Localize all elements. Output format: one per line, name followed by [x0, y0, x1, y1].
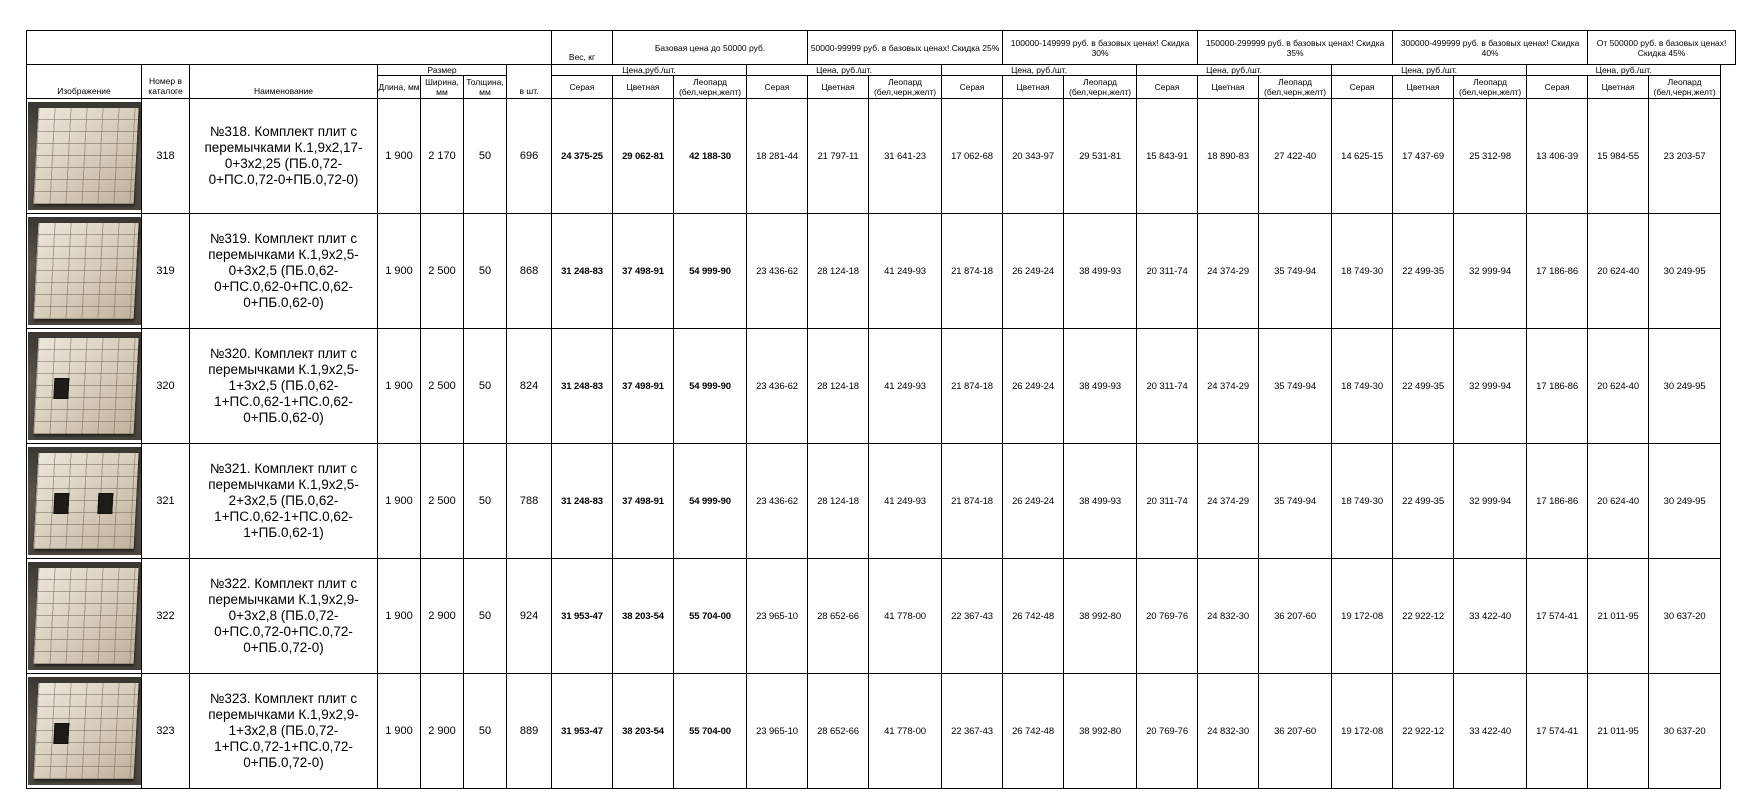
price-cell: 17 574-41 — [1527, 559, 1588, 674]
price-cell: 21 011-95 — [1588, 674, 1649, 789]
price-cell: 15 843-91 — [1137, 99, 1198, 214]
price-cell: 31 953-47 — [552, 674, 613, 789]
color-header-colored: Цветная — [808, 76, 869, 99]
product-name: №321. Комплект плит с перемычками К.1,9х2,5-2+3х2,5 (ПБ.0,62-1+ПС.0,62-1+ПС.0,62-1+ПБ.0,62-1) — [190, 444, 378, 559]
price-cell: 19 172-08 — [1332, 674, 1393, 789]
price-cell: 25 312-98 — [1454, 99, 1527, 214]
price-cell: 33 422-40 — [1454, 559, 1527, 674]
product-name: №319. Комплект плит с перемычками К.1,9х2,5-0+3х2,5 (ПБ.0,62-0+ПС.0,62-0+ПС.0,62-0+ПБ.0,62-0) — [190, 214, 378, 329]
price-cell: 38 992-80 — [1064, 674, 1137, 789]
length-value: 1 900 — [378, 214, 421, 329]
price-cell: 38 203-54 — [613, 559, 674, 674]
price-group-title-0: Базовая цена до 50000 руб. — [613, 31, 808, 65]
weight-value: 889 — [507, 674, 552, 789]
table-body — [27, 99, 1736, 789]
price-cell: 37 498-91 — [613, 214, 674, 329]
paving-slab-photo — [28, 217, 142, 325]
price-cell: 24 832-30 — [1198, 674, 1259, 789]
price-cell: 20 624-40 — [1588, 214, 1649, 329]
price-cell: 28 652-66 — [808, 559, 869, 674]
price-cell: 29 062-81 — [613, 99, 674, 214]
price-cell: 18 749-30 — [1332, 444, 1393, 559]
thickness-value: 50 — [464, 329, 507, 444]
price-cell: 23 436-62 — [747, 444, 808, 559]
length-value: 1 900 — [378, 674, 421, 789]
price-cell: 22 499-35 — [1393, 214, 1454, 329]
paving-slab-photo — [28, 677, 142, 785]
slab-shape — [33, 338, 138, 434]
price-cell: 26 249-24 — [1003, 444, 1064, 559]
price-cell: 17 186-86 — [1527, 329, 1588, 444]
price-cell: 23 436-62 — [747, 329, 808, 444]
catalog-number: 318 — [142, 99, 190, 214]
price-cell: 24 375-25 — [552, 99, 613, 214]
price-cell: 20 311-74 — [1137, 329, 1198, 444]
color-header-grey: Серая — [942, 76, 1003, 99]
price-group-title-1: 50000-99999 руб. в базовых ценах! Скидка 25% — [808, 31, 1003, 65]
price-cell: 55 704-00 — [674, 559, 747, 674]
weight-value: 924 — [507, 559, 552, 674]
price-cell: 24 832-30 — [1198, 559, 1259, 674]
catalog-number: 319 — [142, 214, 190, 329]
color-header-colored: Цветная — [1588, 76, 1649, 99]
table-row — [27, 329, 1736, 444]
product-photo-cell — [27, 329, 142, 444]
price-table — [26, 30, 1736, 789]
length-value: 1 900 — [378, 99, 421, 214]
price-cell: 27 422-40 — [1259, 99, 1332, 214]
table-row — [27, 559, 1736, 674]
price-cell: 22 499-35 — [1393, 444, 1454, 559]
price-cell: 23 965-10 — [747, 559, 808, 674]
price-table-sheet — [26, 30, 1736, 789]
price-cell: 38 203-54 — [613, 674, 674, 789]
slab-opening — [53, 493, 69, 514]
color-header-colored: Цветная — [1003, 76, 1064, 99]
product-photo-cell — [27, 99, 142, 214]
slab-shape — [33, 453, 138, 549]
color-header-grey: Серая — [1137, 76, 1198, 99]
color-header-leopard: Леопард (бел,черн,желт) — [674, 76, 747, 99]
price-cell: 20 343-97 — [1003, 99, 1064, 214]
price-group-title-4: 300000-499999 руб. в базовых ценах! Скидка 40% — [1393, 31, 1588, 65]
price-cell: 41 778-00 — [869, 674, 942, 789]
price-cell: 21 874-18 — [942, 214, 1003, 329]
price-cell: 55 704-00 — [674, 674, 747, 789]
paving-slab-photo — [28, 332, 142, 440]
product-photo-cell — [27, 444, 142, 559]
price-cell: 17 574-41 — [1527, 674, 1588, 789]
price-cell: 35 749-94 — [1259, 214, 1332, 329]
price-unit-3: Цена, руб./шт. — [1137, 65, 1332, 76]
price-cell: 31 248-83 — [552, 329, 613, 444]
price-cell: 22 367-43 — [942, 674, 1003, 789]
thickness-value: 50 — [464, 444, 507, 559]
price-cell: 31 248-83 — [552, 214, 613, 329]
price-cell: 28 124-18 — [808, 444, 869, 559]
price-cell: 37 498-91 — [613, 329, 674, 444]
price-cell: 54 999-90 — [674, 329, 747, 444]
image-column-header: Изображение — [27, 65, 142, 99]
table-row — [27, 99, 1736, 214]
color-header-leopard: Леопард (бел,черн,желт) — [1454, 76, 1527, 99]
price-cell: 14 625-15 — [1332, 99, 1393, 214]
weight-value: 696 — [507, 99, 552, 214]
price-cell: 17 186-86 — [1527, 214, 1588, 329]
price-cell: 31 641-23 — [869, 99, 942, 214]
price-cell: 26 249-24 — [1003, 214, 1064, 329]
product-photo-cell — [27, 674, 142, 789]
price-cell: 18 281-44 — [747, 99, 808, 214]
color-header-leopard: Леопард (бел,черн,желт) — [869, 76, 942, 99]
price-cell: 54 999-90 — [674, 214, 747, 329]
price-cell: 26 742-48 — [1003, 674, 1064, 789]
price-cell: 20 624-40 — [1588, 444, 1649, 559]
slab-shape — [33, 568, 138, 664]
length-header: Длина, мм — [378, 76, 421, 99]
color-header-grey: Серая — [1332, 76, 1393, 99]
price-cell: 19 172-08 — [1332, 559, 1393, 674]
weight-value: 788 — [507, 444, 552, 559]
thickness-value: 50 — [464, 674, 507, 789]
price-cell: 22 922-12 — [1393, 559, 1454, 674]
price-unit-0: Цена,руб./шт. — [552, 65, 747, 76]
price-cell: 15 984-55 — [1588, 99, 1649, 214]
price-cell: 36 207-60 — [1259, 674, 1332, 789]
weight-header-bottom: в шт. — [507, 65, 552, 99]
price-cell: 35 749-94 — [1259, 329, 1332, 444]
price-cell: 33 422-40 — [1454, 674, 1527, 789]
price-cell: 42 188-30 — [674, 99, 747, 214]
slab-opening — [97, 493, 113, 514]
price-cell: 30 637-20 — [1649, 674, 1721, 789]
price-cell: 17 186-86 — [1527, 444, 1588, 559]
price-unit-2: Цена, руб./шт. — [942, 65, 1137, 76]
table-row — [27, 214, 1736, 329]
price-cell: 30 249-95 — [1649, 444, 1721, 559]
color-header-grey: Серая — [1527, 76, 1588, 99]
price-cell: 41 249-93 — [869, 444, 942, 559]
price-cell: 38 992-80 — [1064, 559, 1137, 674]
price-cell: 17 062-68 — [942, 99, 1003, 214]
color-header-grey: Серая — [552, 76, 613, 99]
thickness-value: 50 — [464, 214, 507, 329]
paving-slab-photo — [28, 447, 142, 555]
slab-opening — [53, 378, 69, 399]
slab-opening — [53, 723, 69, 744]
price-cell: 17 437-69 — [1393, 99, 1454, 214]
price-cell: 21 011-95 — [1588, 559, 1649, 674]
color-header-leopard: Леопард (бел,черн,желт) — [1649, 76, 1721, 99]
price-cell: 32 999-94 — [1454, 214, 1527, 329]
price-cell: 30 249-95 — [1649, 214, 1721, 329]
size-group-header: Размер — [378, 65, 507, 76]
price-cell: 30 249-95 — [1649, 329, 1721, 444]
price-cell: 21 797-11 — [808, 99, 869, 214]
price-cell: 18 890-83 — [1198, 99, 1259, 214]
price-cell: 54 999-90 — [674, 444, 747, 559]
catalog-number: 320 — [142, 329, 190, 444]
price-group-title-2: 100000-149999 руб. в базовых ценах! Скидка 30% — [1003, 31, 1198, 65]
color-header-colored: Цветная — [613, 76, 674, 99]
price-cell: 32 999-94 — [1454, 444, 1527, 559]
price-cell: 22 367-43 — [942, 559, 1003, 674]
weight-value: 824 — [507, 329, 552, 444]
price-cell: 20 311-74 — [1137, 444, 1198, 559]
thickness-value: 50 — [464, 559, 507, 674]
price-cell: 23 436-62 — [747, 214, 808, 329]
length-value: 1 900 — [378, 444, 421, 559]
header-row-units — [27, 65, 1736, 76]
price-cell: 21 874-18 — [942, 444, 1003, 559]
price-cell: 26 249-24 — [1003, 329, 1064, 444]
price-cell: 24 374-29 — [1198, 444, 1259, 559]
color-header-colored: Цветная — [1198, 76, 1259, 99]
width-value: 2 500 — [421, 329, 464, 444]
slab-shape — [33, 108, 138, 204]
product-name: №320. Комплект плит с перемычками К.1,9х2,5-1+3х2,5 (ПБ.0,62-1+ПС.0,62-1+ПС.0,62-0+ПБ.0,62-0) — [190, 329, 378, 444]
width-value: 2 900 — [421, 674, 464, 789]
price-cell: 29 531-81 — [1064, 99, 1137, 214]
price-cell: 38 499-93 — [1064, 214, 1137, 329]
price-cell: 28 124-18 — [808, 214, 869, 329]
color-header-leopard: Леопард (бел,черн,желт) — [1064, 76, 1137, 99]
price-cell: 32 999-94 — [1454, 329, 1527, 444]
color-header-colored: Цветная — [1393, 76, 1454, 99]
weight-value: 868 — [507, 214, 552, 329]
paving-slab-photo — [28, 562, 142, 670]
price-unit-5: Цена, руб./шт. — [1527, 65, 1721, 76]
catalog-number-header: Номер в каталоге — [142, 65, 190, 99]
thickness-value: 50 — [464, 99, 507, 214]
catalog-number: 323 — [142, 674, 190, 789]
price-cell: 23 203-57 — [1649, 99, 1721, 214]
price-cell: 38 499-93 — [1064, 329, 1137, 444]
product-photo-cell — [27, 559, 142, 674]
paving-slab-photo — [28, 102, 142, 210]
header-blank — [27, 31, 552, 65]
price-cell: 20 769-76 — [1137, 559, 1198, 674]
name-column-header: Наименование — [190, 65, 378, 99]
table-row — [27, 444, 1736, 559]
price-cell: 23 965-10 — [747, 674, 808, 789]
price-cell: 18 749-30 — [1332, 329, 1393, 444]
price-cell: 20 624-40 — [1588, 329, 1649, 444]
price-cell: 35 749-94 — [1259, 444, 1332, 559]
slab-shape — [33, 223, 138, 319]
color-header-leopard: Леопард (бел,черн,желт) — [1259, 76, 1332, 99]
price-unit-1: Цена, руб./шт. — [747, 65, 942, 76]
product-photo-cell — [27, 214, 142, 329]
price-cell: 20 311-74 — [1137, 214, 1198, 329]
width-value: 2 900 — [421, 559, 464, 674]
price-cell: 22 922-12 — [1393, 674, 1454, 789]
price-cell: 37 498-91 — [613, 444, 674, 559]
header-row-discounts — [27, 31, 1736, 65]
price-cell: 20 769-76 — [1137, 674, 1198, 789]
price-cell: 24 374-29 — [1198, 329, 1259, 444]
price-cell: 13 406-39 — [1527, 99, 1588, 214]
price-cell: 41 778-00 — [869, 559, 942, 674]
price-cell: 31 248-83 — [552, 444, 613, 559]
width-header: Ширина, мм — [421, 76, 464, 99]
catalog-number: 322 — [142, 559, 190, 674]
length-value: 1 900 — [378, 329, 421, 444]
length-value: 1 900 — [378, 559, 421, 674]
product-name: №322. Комплект плит с перемычками К.1,9х2,9-0+3х2,8 (ПБ.0,72-0+ПС.0,72-0+ПС.0,72-0+ПБ.0,72-0) — [190, 559, 378, 674]
width-value: 2 500 — [421, 444, 464, 559]
price-cell: 41 249-93 — [869, 214, 942, 329]
price-unit-4: Цена, руб./шт. — [1332, 65, 1527, 76]
color-header-grey: Серая — [747, 76, 808, 99]
price-cell: 26 742-48 — [1003, 559, 1064, 674]
price-cell: 30 637-20 — [1649, 559, 1721, 674]
slab-shape — [33, 683, 138, 779]
width-value: 2 500 — [421, 214, 464, 329]
table-row — [27, 674, 1736, 789]
price-cell: 36 207-60 — [1259, 559, 1332, 674]
product-name: №323. Комплект плит с перемычками К.1,9х2,9-1+3х2,8 (ПБ.0,72-1+ПС.0,72-1+ПС.0,72-0+ПБ.0,72-0) — [190, 674, 378, 789]
price-group-title-3: 150000-299999 руб. в базовых ценах! Скидка 35% — [1198, 31, 1393, 65]
price-cell: 31 953-47 — [552, 559, 613, 674]
price-cell: 24 374-29 — [1198, 214, 1259, 329]
price-cell: 21 874-18 — [942, 329, 1003, 444]
price-cell: 38 499-93 — [1064, 444, 1137, 559]
product-name: №318. Комплект плит с перемычками К.1,9х2,17-0+3х2,25 (ПБ.0,72-0+ПС.0,72-0+ПБ.0,72-0) — [190, 99, 378, 214]
price-group-title-5: От 500000 руб. в базовых ценах! Скидка 45% — [1588, 31, 1736, 65]
price-cell: 41 249-93 — [869, 329, 942, 444]
thickness-header: Толщина, мм — [464, 76, 507, 99]
width-value: 2 170 — [421, 99, 464, 214]
price-cell: 28 124-18 — [808, 329, 869, 444]
catalog-number: 321 — [142, 444, 190, 559]
price-cell: 18 749-30 — [1332, 214, 1393, 329]
price-cell: 22 499-35 — [1393, 329, 1454, 444]
weight-header-top: Вес, кг — [552, 31, 613, 65]
price-cell: 28 652-66 — [808, 674, 869, 789]
